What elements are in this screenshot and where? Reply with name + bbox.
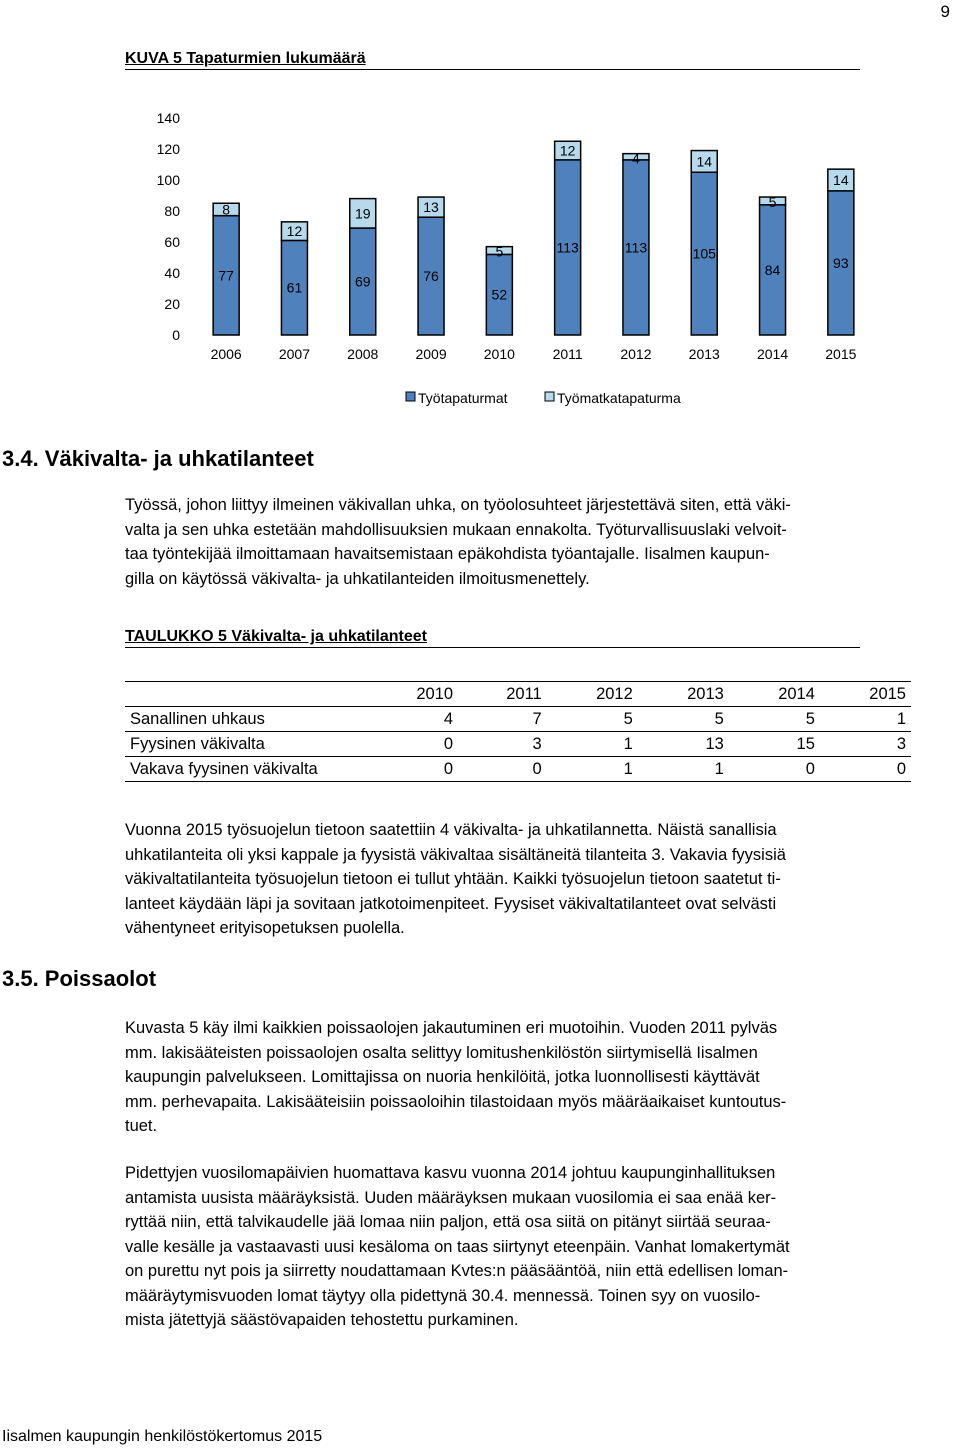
x-tick-label: 2013	[688, 346, 720, 362]
violence-table	[125, 681, 911, 782]
data-label: 5	[495, 243, 504, 260]
table-cell: 0	[443, 759, 454, 778]
text-line: Kuvasta 5 käy ilmi kaikkien poissaolojen jakautuminen eri muotoihin. Vuoden 2011 pylväs	[125, 1019, 778, 1037]
table-cell: 5	[714, 709, 724, 728]
header-cell	[125, 682, 367, 707]
table-cell: 4	[443, 709, 454, 728]
row-label: Sanallinen uhkaus	[130, 709, 265, 728]
legend-swatch	[545, 392, 554, 401]
figure-caption	[125, 50, 860, 70]
data-label: 4	[632, 150, 640, 167]
data-label: 12	[286, 223, 303, 240]
x-tick-label: 2007	[278, 346, 311, 362]
header-cell: 2014	[729, 682, 820, 707]
y-tick-label: 40	[164, 265, 180, 281]
data-label: 105	[692, 245, 716, 262]
y-tick-label: 80	[164, 203, 180, 219]
violence-intro-paragraph	[125, 493, 960, 591]
text-line: uhkatilanteita oli yksi kappale ja fyysistä väkivaltaa sisältäneitä tilanteita 3. Vakavia fyysisiä	[125, 845, 786, 864]
y-tick-label: 0	[172, 327, 180, 343]
legend-swatch	[406, 392, 415, 401]
data-label: 14	[833, 172, 849, 188]
x-tick-label: 2012	[620, 346, 652, 362]
text-line: lanteet käydään läpi ja sovitaan jatkotoimenpiteet. Fyysiset väkivaltatilanteet ovat selvästi	[125, 894, 777, 913]
table-cell: 13	[705, 734, 724, 753]
header-cell: 2013	[638, 682, 729, 707]
y-tick-label: 140	[156, 110, 180, 126]
text-line: mm. perhevapaita. Lakisääteisiin poissaoloihin tilastoidaan myös määräaikaiset kuntoutus-	[125, 1092, 787, 1111]
y-tick-label: 60	[164, 234, 180, 250]
table-cell: 0	[443, 734, 454, 753]
legend-label: Työtapaturmat	[418, 390, 508, 406]
text-line: ryttää niin, että talvikaudelle jää lomaa niin paljon, että osa siitä on pitänyt siirtää seuraa-	[125, 1213, 771, 1231]
x-tick-label: 2011	[552, 346, 583, 362]
figure-caption-text: KUVA 5 Tapaturmien lukumäärä	[125, 50, 366, 67]
y-tick-label: 100	[156, 172, 180, 188]
data-label: 113	[624, 239, 648, 256]
text-line: valta ja sen uhka estetään mahdollisuuksien mukaan ennakolta. Työturvallisuuslaki velvoit-	[125, 520, 787, 539]
header-cell: 2011	[458, 682, 547, 707]
text-line: mm. lakisääteisten poissaolojen osalta selittyy lomitushenkilöstön siirtymisellä Iisalmen	[125, 1043, 758, 1062]
x-tick-label: 2006	[210, 346, 242, 362]
table-cell: 0	[896, 759, 906, 778]
data-label: 14	[696, 153, 713, 170]
text-line: antamista uusista määräyksistä. Uuden määräyksen mukaan vuosilomia ei saa enää ker-	[125, 1188, 777, 1207]
legend-label: Työmatkatapaturma	[557, 390, 681, 406]
accident-count-chart	[140, 100, 875, 420]
data-label: 93	[833, 254, 849, 271]
text-line: kaupungin palvelukseen. Lomittajissa on nuoria henkilöitä, jotka luonnollisesti käyttävät	[125, 1068, 760, 1086]
table-cell: 5	[805, 709, 815, 728]
data-label: 76	[423, 268, 439, 285]
text-line: väkivaltatilanteita työsuojelun tietoon ei tullut yhtään. Kaikki työsuojelun tietoon saatetut ti-	[125, 870, 781, 888]
table-caption-text: TAULUKKO 5 Väkivalta- ja uhkatilanteet	[125, 628, 427, 645]
table-cell: 3	[532, 734, 542, 753]
data-label: 61	[286, 279, 303, 296]
text-line: mista jätettyjä säästövapaiden tehostettu purkaminen.	[125, 1311, 519, 1329]
table-row	[125, 757, 911, 782]
table-cell: 15	[796, 734, 815, 753]
data-label: 69	[354, 273, 371, 290]
text-line: on purettu nyt pois ja siirretty noudattamaan Kvtes:n pääsääntöä, niin että edellisen loman-	[125, 1262, 789, 1280]
row-label: Fyysinen väkivalta	[130, 734, 265, 753]
text-line: Vuonna 2015 työsuojelun tietoon saatettiin 4 väkivalta- ja uhkatilannetta. Näistä sanallisia	[125, 821, 777, 839]
text-line: vähentyneet erityisopetuksen puolella.	[125, 919, 405, 937]
absences-paragraph-1	[125, 1016, 960, 1139]
table-cell: 3	[896, 734, 906, 753]
data-label: 84	[764, 261, 781, 278]
table-cell: 7	[532, 709, 542, 728]
table-cell: 1	[623, 759, 633, 778]
x-tick-label: 2008	[347, 346, 379, 362]
page-footer: Iisalmen kaupungin henkilöstökertomus 2015	[2, 1428, 323, 1445]
x-tick-label: 2009	[415, 346, 447, 362]
table-cell: 0	[532, 759, 542, 778]
row-label: Vakava fyysinen väkivalta	[130, 759, 318, 778]
table-row	[125, 732, 911, 757]
absences-paragraph-2	[125, 1161, 960, 1333]
data-label: 8	[222, 201, 231, 218]
y-tick-label: 20	[164, 296, 180, 312]
x-tick-label: 2014	[756, 346, 789, 362]
header-cell: 2010	[367, 682, 458, 707]
data-label: 12	[559, 142, 576, 159]
data-label: 19	[354, 205, 371, 222]
table-cell: 5	[623, 709, 633, 728]
text-line: Työssä, johon liittyy ilmeinen väkivallan uhka, on työolosuhteet järjestettävä siten, että väki-	[125, 496, 791, 514]
table-row	[125, 707, 911, 732]
data-label: 5	[768, 194, 777, 211]
data-label: 13	[423, 199, 439, 216]
table-cell: 1	[623, 734, 633, 753]
section-heading-violence: 3.4. Väkivalta- ja uhkatilanteet	[2, 446, 314, 471]
header-cell: 2012	[547, 682, 638, 707]
violence-summary-paragraph	[125, 818, 960, 941]
text-line: gilla on käytössä väkivalta- ja uhkatilanteiden ilmoitusmenettely.	[125, 569, 590, 588]
text-line: määräytymisvuoden lomat täytyy olla pidettynä 30.4. mennessä. Toinen syy on vuosilo-	[125, 1286, 761, 1305]
text-line: Pidettyjen vuosilomapäivien huomattava kasvu vuonna 2014 johtuu kaupunginhallituksen	[125, 1164, 776, 1182]
data-label: 113	[556, 239, 579, 256]
header-cell: 2015	[820, 682, 911, 707]
x-tick-label: 2010	[483, 346, 515, 362]
text-line: tuet.	[125, 1117, 158, 1135]
page-number: 9	[940, 2, 950, 21]
section-heading-absences: 3.5. Poissaolot	[2, 966, 157, 991]
data-label: 77	[218, 267, 234, 284]
table-header-row	[125, 682, 911, 707]
text-line: valle kesälle ja vastaavasti uusi kesäloma on taas siirtynyt eteenpäin. Vanhat lomakertymät	[125, 1237, 790, 1256]
table-caption	[125, 628, 860, 648]
table-cell: 1	[896, 709, 906, 728]
data-label: 52	[491, 286, 508, 303]
y-tick-label: 120	[156, 141, 180, 157]
text-line: taa työntekijää ilmoittamaan havaitsemistaan epäkohdista työantajalle. Iisalmen kaupun-	[125, 545, 770, 563]
table-cell: 1	[714, 759, 724, 778]
table-cell: 0	[805, 759, 815, 778]
x-tick-label: 2015	[825, 346, 857, 362]
